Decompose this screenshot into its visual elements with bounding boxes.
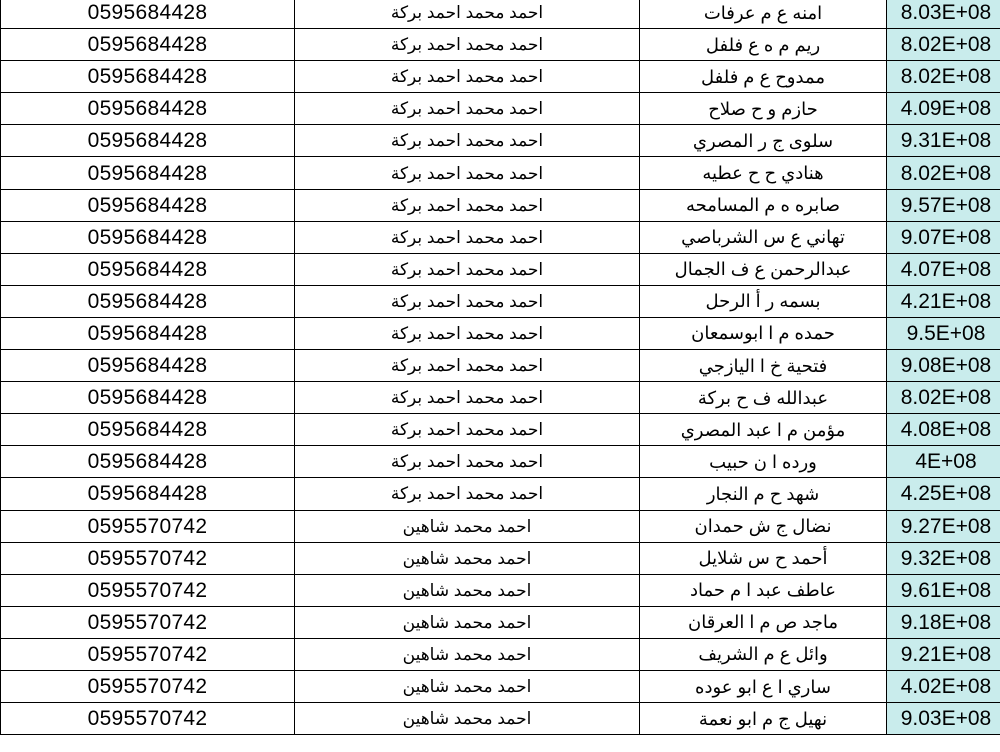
student-name-cell[interactable]: ماجد ص م ا العرقان — [640, 606, 887, 638]
teacher-name-cell[interactable]: احمد محمد احمد بركة — [295, 285, 640, 317]
table-body — [1, 0, 1000, 735]
student-name-cell[interactable]: امنه ع م عرفات — [640, 0, 887, 29]
id-number-cell[interactable]: 4.02E+08 — [887, 670, 1000, 702]
teacher-name-cell[interactable]: احمد محمد شاهين — [295, 574, 640, 606]
table-row — [1, 703, 1000, 735]
teacher-name-cell[interactable]: احمد محمد شاهين — [295, 510, 640, 542]
teacher-name-cell[interactable]: احمد محمد شاهين — [295, 670, 640, 702]
table-row — [1, 382, 1000, 414]
table-row — [1, 574, 1000, 606]
teacher-name-cell[interactable]: احمد محمد شاهين — [295, 606, 640, 638]
phone-cell[interactable]: 0595684428 — [1, 350, 295, 382]
teacher-name-cell[interactable]: احمد محمد احمد بركة — [295, 189, 640, 221]
student-name-cell[interactable]: ورده ا ن حبيب — [640, 446, 887, 478]
student-name-cell[interactable]: نهيل ج م ابو نعمة — [640, 703, 887, 735]
id-number-cell[interactable]: 4.07E+08 — [887, 253, 1000, 285]
id-number-cell[interactable]: 8.02E+08 — [887, 61, 1000, 93]
teacher-name-cell[interactable]: احمد محمد احمد بركة — [295, 29, 640, 61]
student-name-cell[interactable]: هنادي ح ح عطيه — [640, 157, 887, 189]
phone-cell[interactable]: 0595684428 — [1, 317, 295, 349]
student-name-cell[interactable]: عاطف عبد ا م حماد — [640, 574, 887, 606]
id-number-cell[interactable]: 9.57E+08 — [887, 189, 1000, 221]
id-number-cell[interactable]: 4E+08 — [887, 446, 1000, 478]
student-name-cell[interactable]: ريم م ه ع فلفل — [640, 29, 887, 61]
table-row — [1, 670, 1000, 702]
id-number-cell[interactable]: 9.07E+08 — [887, 221, 1000, 253]
student-name-cell[interactable]: بسمه ر أ الرحل — [640, 285, 887, 317]
table-row — [1, 93, 1000, 125]
teacher-name-cell[interactable]: احمد محمد احمد بركة — [295, 0, 640, 29]
table-row — [1, 317, 1000, 349]
table-row — [1, 446, 1000, 478]
id-number-cell[interactable]: 9.31E+08 — [887, 125, 1000, 157]
id-number-cell[interactable]: 8.02E+08 — [887, 157, 1000, 189]
id-number-cell[interactable]: 9.03E+08 — [887, 703, 1000, 735]
table-row — [1, 606, 1000, 638]
id-number-cell[interactable]: 9.5E+08 — [887, 317, 1000, 349]
phone-cell[interactable]: 0595684428 — [1, 125, 295, 157]
phone-cell[interactable]: 0595684428 — [1, 0, 295, 29]
phone-cell[interactable]: 0595570742 — [1, 542, 295, 574]
phone-cell[interactable]: 0595684428 — [1, 29, 295, 61]
phone-cell[interactable]: 0595684428 — [1, 478, 295, 510]
table-row — [1, 542, 1000, 574]
phone-cell[interactable]: 0595570742 — [1, 670, 295, 702]
id-number-cell[interactable]: 9.61E+08 — [887, 574, 1000, 606]
teacher-name-cell[interactable]: احمد محمد شاهين — [295, 542, 640, 574]
student-name-cell[interactable]: حازم و ح صلاح — [640, 93, 887, 125]
table-row — [1, 350, 1000, 382]
student-name-cell[interactable]: عبدالرحمن ع ف الجمال — [640, 253, 887, 285]
table-row — [1, 253, 1000, 285]
table-row — [1, 638, 1000, 670]
student-name-cell[interactable]: نضال ج ش حمدان — [640, 510, 887, 542]
table-row — [1, 125, 1000, 157]
teacher-name-cell[interactable]: احمد محمد احمد بركة — [295, 382, 640, 414]
phone-cell[interactable]: 0595684428 — [1, 189, 295, 221]
table-row — [1, 221, 1000, 253]
phone-cell[interactable]: 0595684428 — [1, 253, 295, 285]
student-name-cell[interactable]: عبدالله ف ح بركة — [640, 382, 887, 414]
phone-cell[interactable]: 0595684428 — [1, 285, 295, 317]
phone-cell[interactable]: 0595684428 — [1, 414, 295, 446]
phone-cell[interactable]: 0595684428 — [1, 446, 295, 478]
teacher-name-cell[interactable]: احمد محمد احمد بركة — [295, 125, 640, 157]
teacher-name-cell[interactable]: احمد محمد احمد بركة — [295, 221, 640, 253]
teacher-name-cell[interactable]: احمد محمد احمد بركة — [295, 61, 640, 93]
phone-cell[interactable]: 0595570742 — [1, 703, 295, 735]
id-number-cell[interactable]: 9.21E+08 — [887, 638, 1000, 670]
teacher-name-cell[interactable]: احمد محمد احمد بركة — [295, 317, 640, 349]
teacher-name-cell[interactable]: احمد محمد احمد بركة — [295, 253, 640, 285]
table-row — [1, 0, 1000, 29]
id-number-cell[interactable]: 9.27E+08 — [887, 510, 1000, 542]
phone-cell[interactable]: 0595684428 — [1, 221, 295, 253]
student-name-cell[interactable]: تهاني ع س الشرباصي — [640, 221, 887, 253]
student-name-cell[interactable]: فتحية خ ا اليازجي — [640, 350, 887, 382]
id-number-cell[interactable]: 9.08E+08 — [887, 350, 1000, 382]
id-number-cell[interactable]: 8.02E+08 — [887, 29, 1000, 61]
id-number-cell[interactable]: 9.32E+08 — [887, 542, 1000, 574]
student-name-cell[interactable]: وائل ع م الشريف — [640, 638, 887, 670]
student-name-cell[interactable]: صابره ه م المسامحه — [640, 189, 887, 221]
table-row — [1, 510, 1000, 542]
table-row — [1, 29, 1000, 61]
table-row — [1, 414, 1000, 446]
student-name-cell[interactable]: سلوى ج ر المصري — [640, 125, 887, 157]
phone-cell[interactable]: 0595570742 — [1, 638, 295, 670]
student-name-cell[interactable]: ساري ا ع ابو عوده — [640, 670, 887, 702]
phone-cell[interactable]: 0595684428 — [1, 93, 295, 125]
teacher-name-cell[interactable]: احمد محمد احمد بركة — [295, 93, 640, 125]
table-row — [1, 189, 1000, 221]
id-number-cell[interactable]: 4.08E+08 — [887, 414, 1000, 446]
phone-cell[interactable]: 0595570742 — [1, 574, 295, 606]
table-row — [1, 157, 1000, 189]
teacher-name-cell[interactable]: احمد محمد احمد بركة — [295, 350, 640, 382]
phone-cell[interactable]: 0595570742 — [1, 510, 295, 542]
table-row — [1, 478, 1000, 510]
teacher-name-cell[interactable]: احمد محمد احمد بركة — [295, 414, 640, 446]
teacher-name-cell[interactable]: احمد محمد احمد بركة — [295, 157, 640, 189]
student-name-cell[interactable]: أحمد ح س شلايل — [640, 542, 887, 574]
teacher-name-cell[interactable]: احمد محمد شاهين — [295, 703, 640, 735]
student-name-cell[interactable]: ممدوح ع م فلفل — [640, 61, 887, 93]
phone-cell[interactable]: 0595684428 — [1, 61, 295, 93]
phone-cell[interactable]: 0595570742 — [1, 606, 295, 638]
teacher-name-cell[interactable]: احمد محمد شاهين — [295, 638, 640, 670]
phone-cell[interactable]: 0595684428 — [1, 382, 295, 414]
student-name-cell[interactable]: شهد ح م النجار — [640, 478, 887, 510]
student-name-cell[interactable]: مؤمن م ا عبد المصري — [640, 414, 887, 446]
table-row — [1, 285, 1000, 317]
teacher-name-cell[interactable]: احمد محمد احمد بركة — [295, 478, 640, 510]
id-number-cell[interactable]: 4.21E+08 — [887, 285, 1000, 317]
id-number-cell[interactable]: 8.02E+08 — [887, 382, 1000, 414]
student-name-cell[interactable]: حمده م ا ابوسمعان — [640, 317, 887, 349]
id-number-cell[interactable]: 4.25E+08 — [887, 478, 1000, 510]
id-number-cell[interactable]: 4.09E+08 — [887, 93, 1000, 125]
phone-cell[interactable]: 0595684428 — [1, 157, 295, 189]
table-row — [1, 61, 1000, 93]
id-number-cell[interactable]: 9.18E+08 — [887, 606, 1000, 638]
teacher-name-cell[interactable]: احمد محمد احمد بركة — [295, 446, 640, 478]
id-number-cell[interactable]: 8.03E+08 — [887, 0, 1000, 29]
